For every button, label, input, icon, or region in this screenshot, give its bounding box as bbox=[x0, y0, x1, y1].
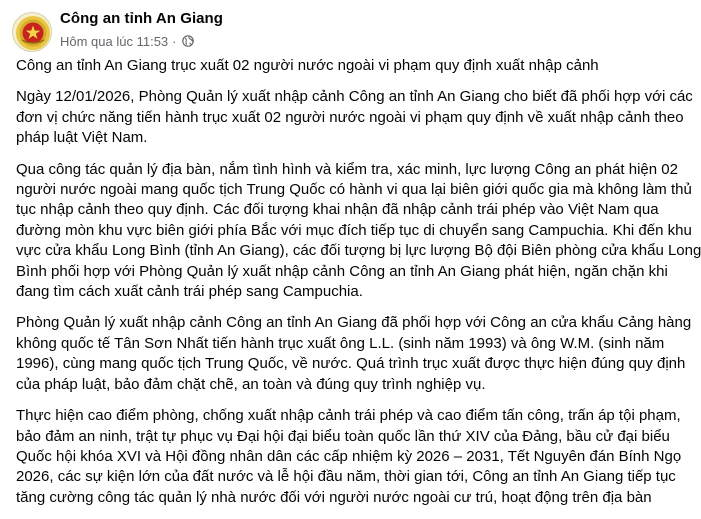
police-emblem-icon bbox=[13, 13, 53, 53]
post-timestamp[interactable]: Hôm qua lúc 11:53 bbox=[60, 33, 169, 49]
paragraph-line: Bình phối hợp với Phòng Quản lý xuất nhập cảnh Công an tỉnh An Giang phát hiện, ngăn chặn khi bbox=[16, 262, 668, 280]
post-paragraph bbox=[16, 56, 692, 76]
post-meta bbox=[60, 33, 194, 49]
paragraph-line: pháp luật Việt Nam. bbox=[16, 129, 148, 147]
paragraph-line: của pháp luật, bảo đảm chặt chẽ, an toàn và đúng quy trình nghiệp vụ. bbox=[16, 375, 486, 393]
paragraph-line: 1996), cùng mang quốc tịch Trung Quốc, về nước. Quá trình trục xuất được thực hiện đúng quy định bbox=[16, 355, 686, 373]
post-paragraph bbox=[16, 87, 692, 148]
post-body bbox=[16, 56, 701, 519]
paragraph-line: vực cửa khẩu Long Bình (tỉnh An Giang), các đối tượng bị lực lượng Bộ đội Biên phòng cửa khẩu Long bbox=[16, 242, 701, 260]
paragraph-line: 2026, các sự kiện lớn của đất nước và lễ hội đầu năm, thời gian tới, Công an tỉnh An Giang tiếp tục bbox=[16, 468, 676, 486]
page-name[interactable]: Công an tỉnh An Giang bbox=[60, 10, 223, 27]
paragraph-line: Thực hiện cao điểm phòng, chống xuất nhập cảnh trái phép và cao điểm tấn công, trấn áp tội phạm, bbox=[16, 407, 681, 425]
paragraph-line: tục nhập cảnh theo quy định. Các đối tượng khai nhận đã nhập cảnh trái phép vào Việt Nam qua bbox=[16, 201, 659, 219]
paragraph-line: Quốc hội khóa XVI và Hội đồng nhân dân các cấp nhiệm kỳ 2026 – 2031, Tết Nguyên đán Bính Ngọ bbox=[16, 447, 682, 465]
paragraph-line: Ngày 12/01/2026, Phòng Quản lý xuất nhập cảnh Công an tỉnh An Giang cho biết đã phối hợp với các bbox=[16, 88, 693, 106]
paragraph-line: Qua công tác quản lý địa bàn, nắm tình hình và kiểm tra, xác minh, lực lượng Công an phát hiện 02 bbox=[16, 160, 678, 178]
page-avatar[interactable] bbox=[12, 12, 52, 52]
paragraph-line: Công an tỉnh An Giang trục xuất 02 người nước ngoài vi phạm quy định xuất nhập cảnh bbox=[16, 57, 599, 74]
post-paragraph bbox=[16, 406, 692, 508]
paragraph-line: người nước ngoài mang quốc tịch Trung Quốc có hành vi qua lại biên giới quốc gia mà không làm thủ bbox=[16, 181, 692, 199]
paragraph-line: đang tìm cách xuất cảnh trái phép sang Campuchia. bbox=[16, 283, 363, 301]
paragraph-line: đường mòn khu vực biên giới phía Bắc với mục đích tiếp tục di chuyển sang Campuchia. Khi đến khu bbox=[16, 221, 692, 239]
paragraph-line: Phòng Quản lý xuất nhập cảnh Công an tỉnh An Giang đã phối hợp với Công an cửa khẩu Cảng hàng bbox=[16, 314, 692, 332]
globe-icon[interactable] bbox=[182, 35, 194, 47]
post-paragraph bbox=[16, 160, 701, 303]
meta-separator: · bbox=[172, 33, 177, 49]
paragraph-line: tăng cường công tác quản lý nhà nước đối với người nước ngoài cư trú, hoạt động trên địa bàn bbox=[16, 488, 652, 506]
post-paragraph bbox=[16, 313, 692, 395]
paragraph-line: bảo đảm an ninh, trật tự phục vụ Đại hội đại biểu toàn quốc lần thứ XIV của Đảng, bầu cử đại biểu bbox=[16, 427, 670, 445]
paragraph-line: đơn vị chức năng tiến hành trục xuất 02 người nước ngoài vi phạm quy định về xuất nhập cảnh theo bbox=[16, 108, 684, 126]
paragraph-line: không quốc tế Tân Sơn Nhất tiến hành trục xuất ông L.L. (sinh năm 1993) và ông W.M. (sinh năm bbox=[16, 334, 665, 352]
post-header bbox=[0, 0, 700, 56]
